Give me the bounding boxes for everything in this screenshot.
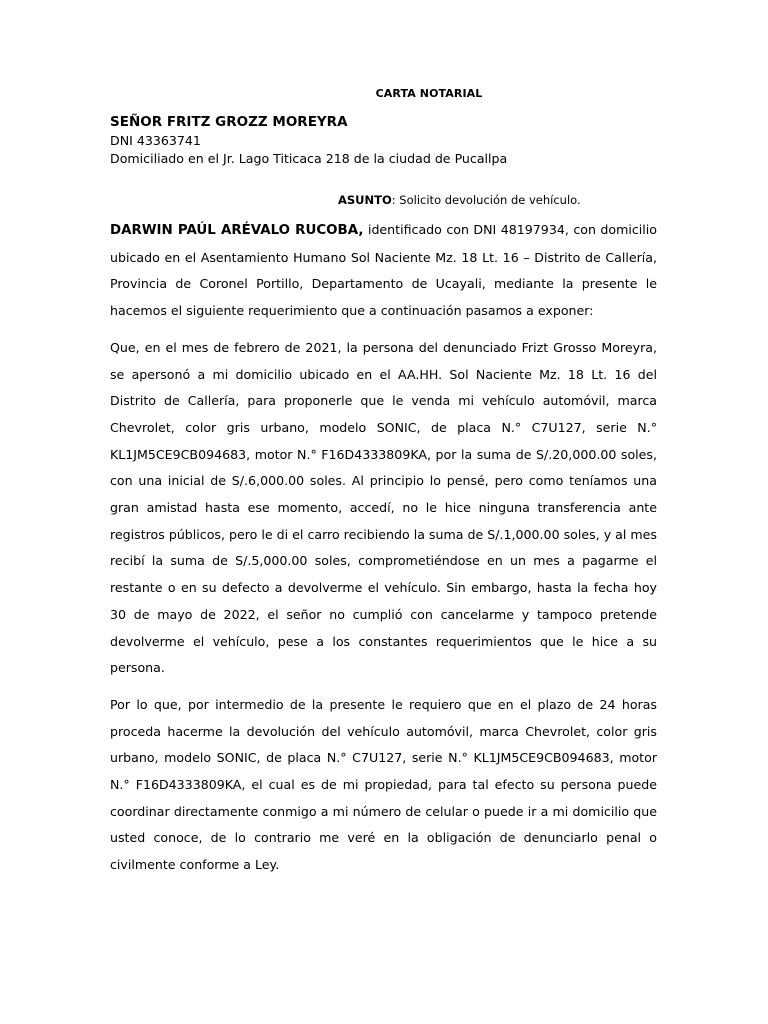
addressee-address: Domiciliado en el Jr. Lago Titicaca 218 de la ciudad de Pucallpa xyxy=(110,151,508,166)
sender-name: DARWIN PAÚL ARÉVALO RUCOBA, xyxy=(110,223,364,238)
addressee-dni: DNI 43363741 xyxy=(110,133,201,148)
subject-line xyxy=(338,193,581,207)
paragraph-intro-text: identificado con DNI 48197934, con domicilio ubicado en el Asentamiento Humano Sol Naciente Mz. 18 Lt. 16 – Distrito de Callería, Provincia de Coronel Portillo, Departamento de Ucayali, mediante la presente le hacemos el siguiente requerimiento que a continuación pasamos a exponer: xyxy=(110,222,657,319)
addressee-name: SEÑOR FRITZ GROZZ MOREYRA xyxy=(110,114,348,130)
addressee-block xyxy=(110,112,670,168)
paragraph-request: Por lo que, por intermedio de la presente le requiero que en el plazo de 24 horas proceda hacerme la devolución del vehículo automóvil, marca Chevrolet, color gris urbano, modelo SONIC, de placa N.° C7U127, serie N.° KL1JM5CE9CB094683, motor N.° F16D4333809KA, el cual es de mi propiedad, para tal efecto su persona puede coordinar directamente conmigo a mi número de celular o puede ir a mi domicilio que usted conoce, de lo contrario me veré en la obligación de denunciarlo penal o civilmente conforme a Ley. xyxy=(110,696,657,873)
letter-body xyxy=(110,217,657,889)
paragraph-facts: Que, en el mes de febrero de 2021, la persona del denunciado Frizt Grosso Moreyra, se apersonó a mi domicilio ubicado en el AA.HH. Sol Naciente Mz. 18 Lt. 16 del Distrito de Callería, para proponerle que le venda mi vehículo automóvil, marca Chevrolet, color gris urbano, modelo SONIC, de placa N.° C7U127, serie N.° KL1JM5CE9CB094683, motor N.° F16D4333809KA, por la suma de S/.20,000.00 soles, con una inicial de S/.6,000.00 soles. Al principio lo pensé, pero como teníamos una gran amistad hasta ese momento, accedí, no le hice ninguna transferencia ante registros públicos, pero le di el carro recibiendo la suma de S/.1,000.00 soles, y al mes recibí la suma de S/.5,000.00 soles, comprometiéndose en un mes a pagarme el restante o en su defecto a devolverme el vehículo. Sin embargo, hasta la fecha hoy 30 de mayo de 2022, el señor no cumplió con cancelarme y tampoco pretende devolverme el vehículo, pese a los constantes requerimientos que le hice a su persona. xyxy=(110,339,657,676)
subject-label: ASUNTO xyxy=(338,193,392,207)
subject-text: : Solicito devolución de vehículo. xyxy=(391,193,581,207)
paragraph-intro xyxy=(110,217,657,325)
document-title: CARTA NOTARIAL xyxy=(375,87,483,100)
